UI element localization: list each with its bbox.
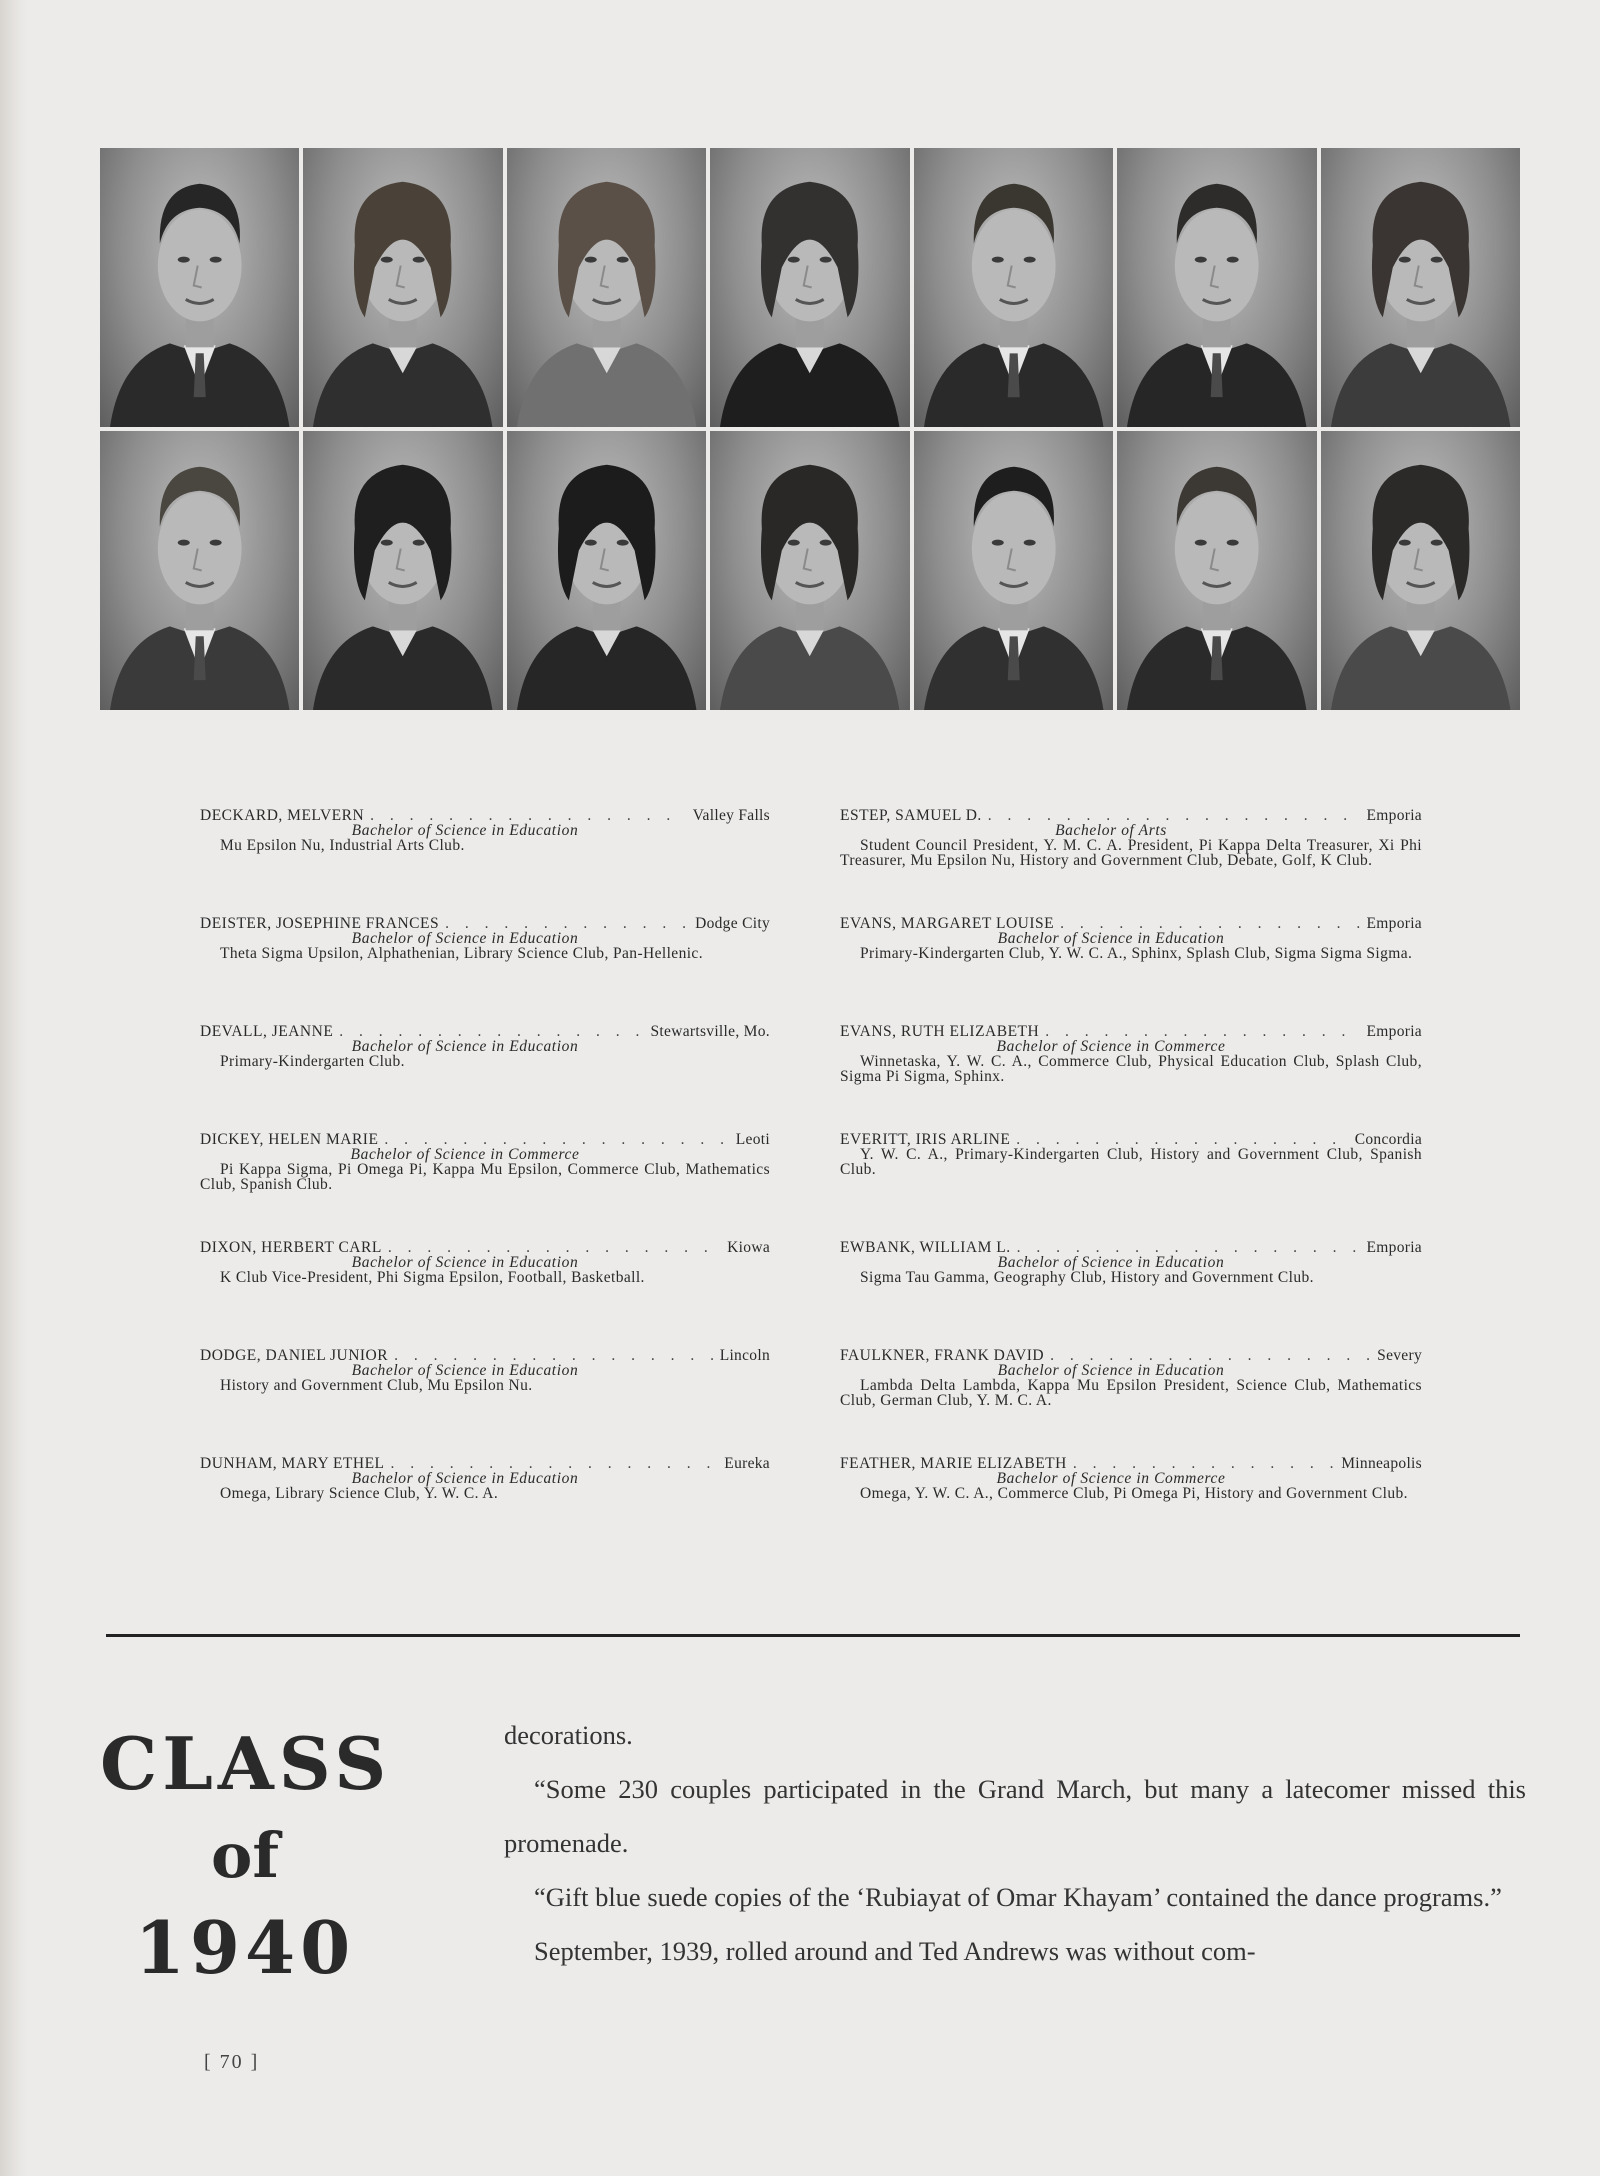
portrait-photo: [100, 431, 299, 710]
graduate-hometown: Emporia: [1366, 807, 1422, 824]
graduate-activities: Student Council President, Y. M. C. A. President, Pi Kappa Delta Treasurer, Xi Phi Treasurer, Mu Epsilon Nu, History and Government Club, Debate, Golf, K Club.: [840, 837, 1422, 869]
graduate-degree: Bachelor of Science in Education: [351, 1470, 579, 1487]
graduate-degree: Bachelor of Science in Education: [997, 930, 1225, 947]
graduate-name: DEISTER, JOSEPHINE FRANCES: [200, 915, 440, 932]
leader-dots: [1045, 1024, 1360, 1039]
graduate-hometown: Emporia: [1366, 915, 1422, 932]
portrait-photo: [710, 431, 909, 710]
graduate-entry: [200, 1132, 770, 1192]
leader-dots: [445, 916, 689, 931]
leader-dots: [339, 1024, 644, 1039]
page-number: [ 70 ]: [204, 2051, 260, 2073]
graduate-hometown: Minneapolis: [1341, 1455, 1422, 1472]
graduate-degree: Bachelor of Science in Education: [351, 1362, 579, 1379]
leader-dots: [1060, 916, 1360, 931]
graduate-name: DUNHAM, MARY ETHEL: [200, 1455, 385, 1472]
graduate-hometown: Lincoln: [719, 1347, 770, 1364]
portrait-grid: [100, 148, 1520, 710]
graduate-degree: Bachelor of Science in Education: [351, 1038, 579, 1055]
graduate-entry: [840, 1456, 1422, 1501]
leader-dots: [1016, 1132, 1348, 1147]
graduate-degree: Bachelor of Science in Commerce: [996, 1038, 1226, 1055]
graduate-degree: Bachelor of Science in Education: [351, 1254, 579, 1271]
graduate-hometown: Severy: [1377, 1347, 1422, 1364]
graduate-entry: [200, 1024, 770, 1069]
graduate-activities: Omega, Library Science Club, Y. W. C. A.: [220, 1485, 499, 1502]
narrative-paragraph: “Gift blue suede copies of the ‘Rubiayat of Omar Khayam’ contained the dance programs.”: [534, 1882, 1502, 1912]
portrait-photo: [914, 431, 1113, 710]
graduate-activities: Winnetaska, Y. W. C. A., Commerce Club, Physical Education Club, Splash Club, Sigma Pi Sigma, Sphinx.: [840, 1053, 1422, 1085]
graduate-name: DICKEY, HELEN MARIE: [200, 1131, 379, 1148]
portrait-photo: [710, 148, 909, 427]
leader-dots: [1017, 1240, 1361, 1255]
graduate-hometown: Emporia: [1366, 1239, 1422, 1256]
page-binding-edge: [0, 0, 28, 2176]
graduate-name: EVERITT, IRIS ARLINE: [840, 1131, 1011, 1148]
graduate-name: DEVALL, JEANNE: [200, 1023, 334, 1040]
graduate-hometown: Kiowa: [727, 1239, 770, 1256]
class-title-line-1: CLASS: [100, 1721, 392, 1806]
portrait-photo: [1321, 431, 1520, 710]
graduate-activities: Primary-Kindergarten Club.: [220, 1053, 405, 1070]
leader-dots: [370, 808, 687, 823]
graduate-name: EVANS, RUTH ELIZABETH: [840, 1023, 1040, 1040]
graduate-activities: Omega, Y. W. C. A., Commerce Club, Pi Omega Pi, History and Government Club.: [860, 1485, 1408, 1502]
leader-dots: [1050, 1348, 1371, 1363]
class-of-1940-heading: [100, 1718, 390, 1994]
portrait-photo: [507, 431, 706, 710]
graduate-activities: K Club Vice-President, Phi Sigma Epsilon, Football, Basketball.: [220, 1269, 645, 1286]
narrative-paragraph: September, 1939, rolled around and Ted Andrews was without com-: [534, 1936, 1256, 1966]
graduate-activities: Sigma Tau Gamma, Geography Club, History and Government Club.: [860, 1269, 1314, 1286]
graduate-degree: Bachelor of Science in Education: [997, 1254, 1225, 1271]
graduate-activities: Mu Epsilon Nu, Industrial Arts Club.: [220, 837, 465, 854]
graduate-name: DIXON, HERBERT CARL: [200, 1239, 382, 1256]
graduate-name: EVANS, MARGARET LOUISE: [840, 915, 1055, 932]
portrait-photo: [303, 148, 502, 427]
graduate-entry: [840, 808, 1422, 868]
portrait-photo: [507, 148, 706, 427]
graduate-degree: Bachelor of Science in Education: [997, 1362, 1225, 1379]
portrait-photo: [100, 148, 299, 427]
class-title-line-2: of: [210, 1819, 280, 1892]
portrait-photo: [1321, 148, 1520, 427]
leader-dots: [394, 1348, 714, 1363]
leader-dots: [391, 1456, 719, 1471]
graduate-hometown: Eureka: [724, 1455, 770, 1472]
graduate-degree: Bachelor of Arts: [1055, 822, 1167, 839]
graduate-name: DECKARD, MELVERN: [200, 807, 365, 824]
leader-dots: [388, 1240, 721, 1255]
graduate-entry: [200, 1240, 770, 1285]
graduate-degree: Bachelor of Science in Education: [351, 822, 579, 839]
narrative-text: [504, 1708, 1526, 1978]
graduate-activities: Theta Sigma Upsilon, Alphathenian, Library Science Club, Pan-Hellenic.: [220, 945, 703, 962]
graduate-entry: [840, 1024, 1422, 1084]
graduate-hometown: Dodge City: [695, 915, 770, 932]
portrait-photo: [1117, 431, 1316, 710]
narrative-paragraph: “Some 230 couples participated in the Grand March, but many a latecomer missed this promenade.: [504, 1774, 1526, 1858]
graduate-entry: [840, 1132, 1422, 1177]
class-title-line-3: 1940: [134, 1905, 356, 1990]
graduate-hometown: Concordia: [1354, 1131, 1422, 1148]
leader-dots: [384, 1132, 729, 1147]
graduate-degree: Bachelor of Science in Commerce: [996, 1470, 1226, 1487]
leader-dots: [1073, 1456, 1335, 1471]
graduate-entry: [840, 916, 1422, 961]
graduate-activities: History and Government Club, Mu Epsilon Nu.: [220, 1377, 533, 1394]
graduate-name: ESTEP, SAMUEL D.: [840, 807, 982, 824]
leader-dots: [988, 808, 1361, 823]
graduate-entry: [200, 916, 770, 961]
graduate-name: DODGE, DANIEL JUNIOR: [200, 1347, 389, 1364]
graduate-entry: [840, 1348, 1422, 1408]
graduate-activities: Primary-Kindergarten Club, Y. W. C. A., Sphinx, Splash Club, Sigma Sigma Sigma.: [860, 945, 1413, 962]
graduate-degree: Bachelor of Science in Commerce: [350, 1146, 580, 1163]
graduate-entry: [200, 1456, 770, 1501]
portrait-photo: [1117, 148, 1316, 427]
graduate-degree: Bachelor of Science in Education: [351, 930, 579, 947]
graduate-name: FAULKNER, FRANK DAVID: [840, 1347, 1045, 1364]
graduate-hometown: Valley Falls: [692, 807, 770, 824]
portrait-photo: [914, 148, 1113, 427]
graduate-hometown: Emporia: [1366, 1023, 1422, 1040]
narrative-paragraph: decorations.: [504, 1720, 633, 1750]
graduate-name: FEATHER, MARIE ELIZABETH: [840, 1455, 1067, 1472]
graduate-activities: Y. W. C. A., Primary-Kindergarten Club, History and Government Club, Spanish Club.: [840, 1146, 1422, 1178]
graduate-entry: [840, 1240, 1422, 1285]
graduate-hometown: Stewartsville, Mo.: [650, 1023, 770, 1040]
graduate-entry: [200, 808, 770, 853]
graduate-entry: [200, 1348, 770, 1393]
graduate-name: EWBANK, WILLIAM L.: [840, 1239, 1011, 1256]
graduate-activities: Pi Kappa Sigma, Pi Omega Pi, Kappa Mu Epsilon, Commerce Club, Mathematics Club, Spanish Club.: [200, 1161, 770, 1193]
graduate-hometown: Leoti: [735, 1131, 770, 1148]
section-divider: [106, 1634, 1520, 1637]
graduate-activities: Lambda Delta Lambda, Kappa Mu Epsilon President, Science Club, Mathematics Club, German Club, Y. M. C. A.: [840, 1377, 1422, 1409]
portrait-photo: [303, 431, 502, 710]
